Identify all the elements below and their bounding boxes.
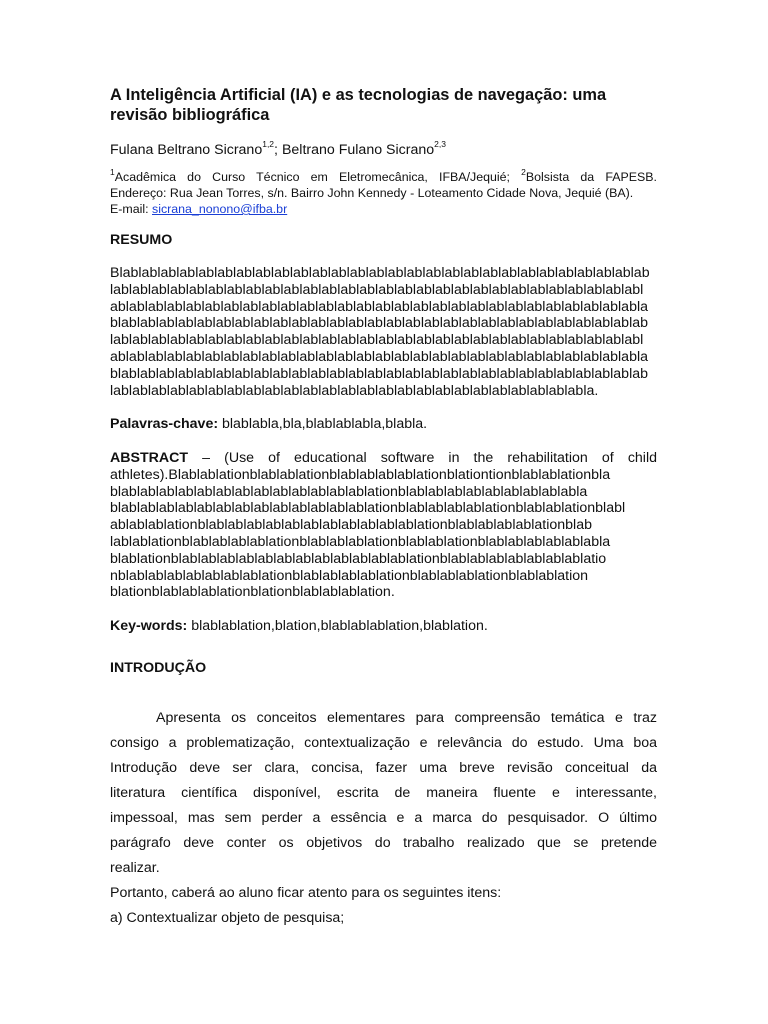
palavras-chave bbox=[110, 416, 427, 432]
introducao-heading: INTRODUÇÃO bbox=[110, 660, 207, 676]
keywords bbox=[110, 618, 488, 634]
affiliation-block bbox=[110, 166, 657, 217]
intro-line: consigo a problematização, contextualização e relevância do estudo. Uma boa bbox=[110, 735, 657, 751]
intro-line: Apresenta os conceitos elementares para compreensão temática e traz bbox=[156, 710, 657, 726]
address-line: Endereço: Rua Jean Torres, s/n. Bairro John Kennedy - Loteamento Cidade Nova, Jequié (BA). bbox=[110, 186, 634, 200]
keywords-label: Key-words: bbox=[110, 618, 188, 634]
author-2-superscript: 2,3 bbox=[434, 139, 446, 150]
abstract-text bbox=[110, 450, 657, 601]
intro-line: a) Contextualizar objeto de pesquisa; bbox=[110, 910, 345, 926]
abstract-line: nblablablablablablablablationblablablablablationblablablablationblablablation bbox=[110, 567, 589, 584]
resumo-line: lablablablablablablablablablablablablablablablablablablablablablablablablabla. bbox=[110, 382, 599, 399]
abstract-line: blablablablablablablablablablablablablablationblablablablablationblablablationblabl bbox=[110, 500, 626, 517]
author-separator: ; bbox=[274, 142, 282, 158]
abstract-first-line bbox=[110, 450, 657, 467]
intro-line: Portanto, caberá ao aluno ficar atento para os seguintes itens: bbox=[110, 885, 502, 901]
abstract-label: ABSTRACT bbox=[110, 450, 189, 466]
resumo-line: ablablablablablablablablablablablablablablablablablablablablablablablablablablablabla bbox=[110, 348, 649, 365]
abstract-line: blablationblablablablablablablablablablablablablationblablablablablablablablatio bbox=[110, 550, 607, 567]
intro-line: Introdução deve ser clara, concisa, fazer uma breve revisão conceitual da bbox=[110, 760, 657, 776]
resumo-line: lablablablablablablablablablablablablablablablablablablablablablablablablablablablabl bbox=[110, 332, 644, 349]
abstract-line: athletes).Blablablationblablablationblablablablablationblationtionblablablationbla bbox=[110, 466, 611, 483]
introducao-text bbox=[110, 706, 657, 931]
resumo-line: Blablablablablablablablablablablablablablablablablablablablablablablablablablablablab bbox=[110, 265, 650, 281]
palavras-chave-value: blablabla,bla,blablablabla,blabla. bbox=[218, 416, 428, 432]
affiliation-text-2: Bolsista da FAPESB. bbox=[525, 170, 657, 184]
intro-line: parágrafo deve conter os objetivos do trabalho realizado que se pretende bbox=[110, 835, 657, 851]
document-title: A Inteligência Artificial (IA) e as tecnologias de navegação: uma revisão bibliográfica bbox=[110, 86, 607, 124]
intro-line: impessoal, mas sem perder a essência e a marca do pesquisador. O último bbox=[110, 810, 657, 826]
abstract-line: ablablablationblablablablablablablablablablablablationblablablablablationblab bbox=[110, 517, 592, 534]
intro-line: realizar. bbox=[110, 860, 160, 876]
abstract-line: blablablablablablablablablablablablablablationblablablablablablablablablabla bbox=[110, 483, 588, 500]
affiliation-sup-1: 1 bbox=[110, 166, 115, 177]
palavras-chave-label: Palavras-chave: bbox=[110, 416, 219, 432]
abstract-line: blationblablablablationblationblablablablation. bbox=[110, 584, 395, 601]
author-2: Beltrano Fulano Sicrano bbox=[281, 142, 435, 158]
affiliation-line bbox=[110, 166, 657, 185]
affiliation-sup-2: 2 bbox=[521, 166, 526, 177]
resumo-line: lablablablablablablablablablablablablablablablablablablablablablablablablablablablabl bbox=[110, 281, 644, 298]
intro-line: literatura científica disponível, escrita de maneira fluente e interessante, bbox=[110, 785, 657, 801]
author-1-superscript: 1,2 bbox=[262, 139, 275, 150]
resumo-heading: RESUMO bbox=[110, 232, 173, 248]
resumo-text bbox=[110, 265, 657, 399]
email-label: E-mail: bbox=[110, 202, 152, 216]
resumo-line: blablablablablablablablablablablablablablablablablablablablablablablablablablablablab bbox=[110, 315, 649, 332]
keywords-value: blablablation,blation,blablablablation,blablation. bbox=[187, 618, 488, 634]
email-link[interactable]: sicrana_nonono@ifba.br bbox=[152, 202, 288, 216]
abstract-line: lablablationblablablablablationblablablablationblablablationblablablablablablabla bbox=[110, 533, 611, 550]
author-list bbox=[110, 139, 446, 158]
abstract-first-line-text: – (Use of educational software in the rehabilitation of child bbox=[188, 450, 657, 466]
email-line bbox=[110, 201, 657, 217]
affiliation-text-1: Acadêmica do Curso Técnico em Eletromecânica, IFBA/Jequié; bbox=[114, 170, 522, 184]
resumo-line: ablablablablablablablablablablablablablablablablablablablablablablablablablablablabla bbox=[110, 298, 649, 315]
resumo-line: blablablablablablablablablablablablablablablablablablablablablablablablablablablablab bbox=[110, 365, 649, 382]
author-1: Fulana Beltrano Sicrano bbox=[110, 142, 263, 158]
